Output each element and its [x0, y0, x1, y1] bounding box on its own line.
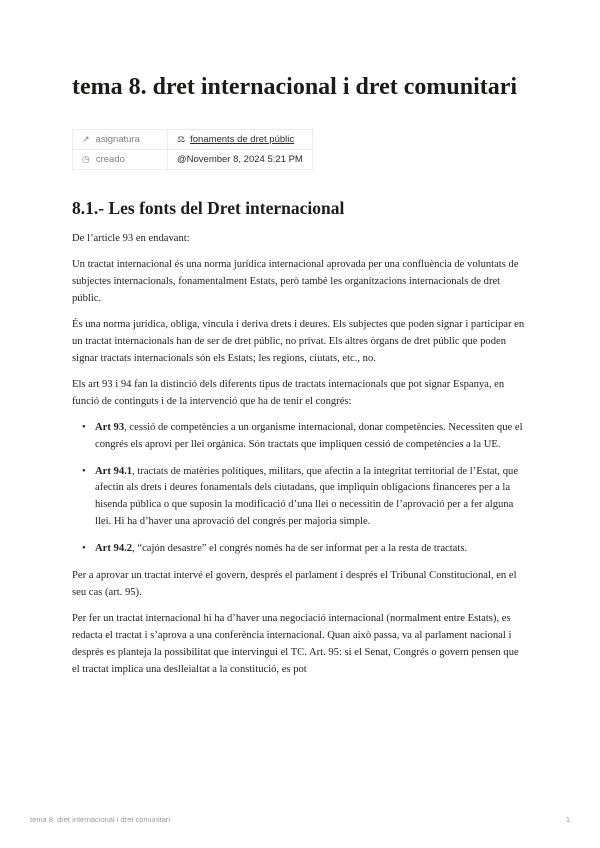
paragraph: Un tractat internacional és una norma jurídica internacional aprovada per una confluència de voluntats de subjectes internacionals, fonamentalment Estats, però també les organitzacions internacionals de dret públic.: [72, 259, 519, 304]
bullet-item: [82, 420, 528, 454]
property-row-asignatura: [73, 130, 313, 150]
scales-icon: ⚖: [177, 134, 186, 145]
properties-table: [72, 129, 313, 170]
relation-arrow-icon: ↗: [82, 134, 90, 145]
bullet-text: , cessió de competències a un organisme internacional, donar competències. Necessiten que el congrés els aprovi per llei orgànica. Són tractats que impliquen cessió de competències a la UE.: [95, 421, 523, 450]
property-value-cell: [168, 130, 313, 150]
bullet-item: [82, 541, 528, 558]
property-label: creado: [95, 154, 125, 166]
bullet-term: Art 93: [95, 421, 125, 433]
property-label-cell: [73, 130, 168, 150]
paragraph: És una norma jurídica, obliga, vincula i deriva drets i deures. Els subjectes que poden signar i participar en un tractat internacionals han de ser de dret públic, no privat. Els altres òrgans de dret públic que poden signar tractats internacionals són els Estats; les regions, ciutats, etc., no.: [72, 318, 525, 364]
paragraph: Per a aprovar un tractat intervé el govern, després el parlament i després el Tribunal Constitucional, en el seu cas (art. 95).: [72, 570, 517, 599]
paragraph: Per fer un tractat internacional hi ha d’haver una negociació internacional (normalment entre Estats), es redacta el tractat i s’aprova a una conferència internacional. Quan això passa, va al parlament nacional i després es planteja la possibilitat que intervingui el TC. Art. 95: si el Senat, Congrés o govern pensen que el tractat implica una deslleialtat a la constitució, es pot: [72, 613, 519, 675]
bullet-text: , “cajón desastre” el congrés només ha de ser informat per a la resta de tractats.: [132, 543, 468, 555]
bullet-text: , tractats de matèries polítiques, militars, que afectin a la integritat territorial de l’Estat, que afectin als drets i deures fonamentals dels ciutadans, que impliquin obligacions financeres per a la hisenda pública o que suposin la modificació d’una llei o necessitin de l’aprovació per a fer alguna llei. Hi ha d’haver una aprovació del congrés per majoria simple.: [95, 465, 519, 528]
bullet-term: Art 94.1: [95, 465, 133, 477]
property-label-cell: [73, 150, 168, 170]
bullet-item: [82, 464, 528, 532]
footer: [30, 815, 570, 824]
bullet-list: [72, 420, 528, 559]
paragraph: De l’article 93 en endavant:: [72, 233, 190, 245]
page-title: tema 8. dret internacional i dret comunitari: [72, 74, 518, 100]
property-row-creado: [73, 150, 313, 170]
section-heading: 8.1.- Les fonts del Dret internacional: [72, 198, 345, 219]
paragraph: Els art 93 i 94 fan la distinció dels diferents tipus de tractats internacionals que pot signar Espanya, en funció de continguts i de la intervenció que ha de tenir el congrés:: [72, 378, 505, 407]
footer-title: tema 8. dret internacional i dret comunitari: [30, 815, 171, 824]
bullet-term: Art 94.2: [95, 543, 133, 555]
property-label: asignatura: [95, 134, 140, 146]
created-date-value: @November 8, 2024 5:21 PM: [168, 150, 313, 170]
subject-link[interactable]: fonaments de dret públic: [190, 134, 295, 146]
footer-page-number: 1: [565, 815, 570, 824]
clock-icon: ◷: [82, 154, 90, 165]
